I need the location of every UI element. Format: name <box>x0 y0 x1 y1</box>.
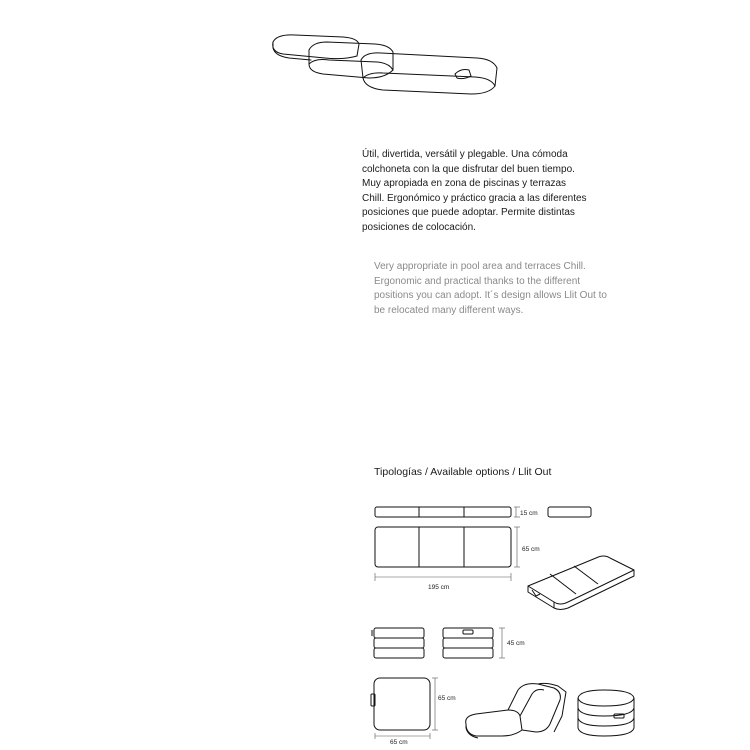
pouf-depth-label: 65 cm <box>390 739 408 746</box>
description-en-line: Ergonomic and practical thanks to the different <box>374 275 581 287</box>
mattress-top-view <box>374 526 514 570</box>
width-dimension-line <box>514 526 522 570</box>
width-label: 65 cm <box>522 546 540 553</box>
pouf-side-label: 65 cm <box>438 695 456 702</box>
description-english <box>374 260 664 318</box>
description-es-line: colchoneta con la que disfrutar del buen tiempo. <box>362 163 575 175</box>
description-es-line: Muy apropiada en zona de piscinas y terrazas <box>362 178 567 190</box>
description-en-line: positions you can adopt. It´s design allows Llit Out to <box>374 290 607 302</box>
pouf-top-view <box>370 676 434 734</box>
description-en-line: be relocated many different ways. <box>374 304 524 316</box>
description-spanish <box>362 148 662 236</box>
description-es-line: posiciones de colocación. <box>362 221 476 233</box>
mattress-side-view <box>374 506 514 520</box>
description-es-line: posiciones que puede adoptar. Permite distintas <box>362 207 575 219</box>
length-dimension-line <box>374 573 514 581</box>
pouf-side-dimension-line <box>432 676 440 734</box>
mattress-perspective-illustration <box>265 28 505 108</box>
description-es-line: Chill. Ergonómico y práctico gracia a las diferentes <box>362 192 587 204</box>
length-label: 195 cm <box>428 584 450 591</box>
mattress-tilted-illustration <box>524 548 640 612</box>
pouf-perspective-illustration <box>574 688 640 740</box>
folded-stack-left <box>372 626 428 662</box>
folded-height-label: 45 cm <box>507 640 525 647</box>
options-heading: Tipologías / Available options / Llit Out <box>374 466 552 478</box>
lounger-illustration <box>462 680 574 740</box>
folded-side-view <box>547 506 593 520</box>
folded-height-dimension-line <box>499 626 507 662</box>
thickness-label: 15 cm <box>520 510 538 517</box>
folded-stack-right <box>441 626 497 662</box>
description-es-line: Útil, divertida, versátil y plegable. Una cómoda <box>362 149 568 160</box>
description-en-line: Very appropriate in pool area and terraces Chill. <box>374 261 586 272</box>
